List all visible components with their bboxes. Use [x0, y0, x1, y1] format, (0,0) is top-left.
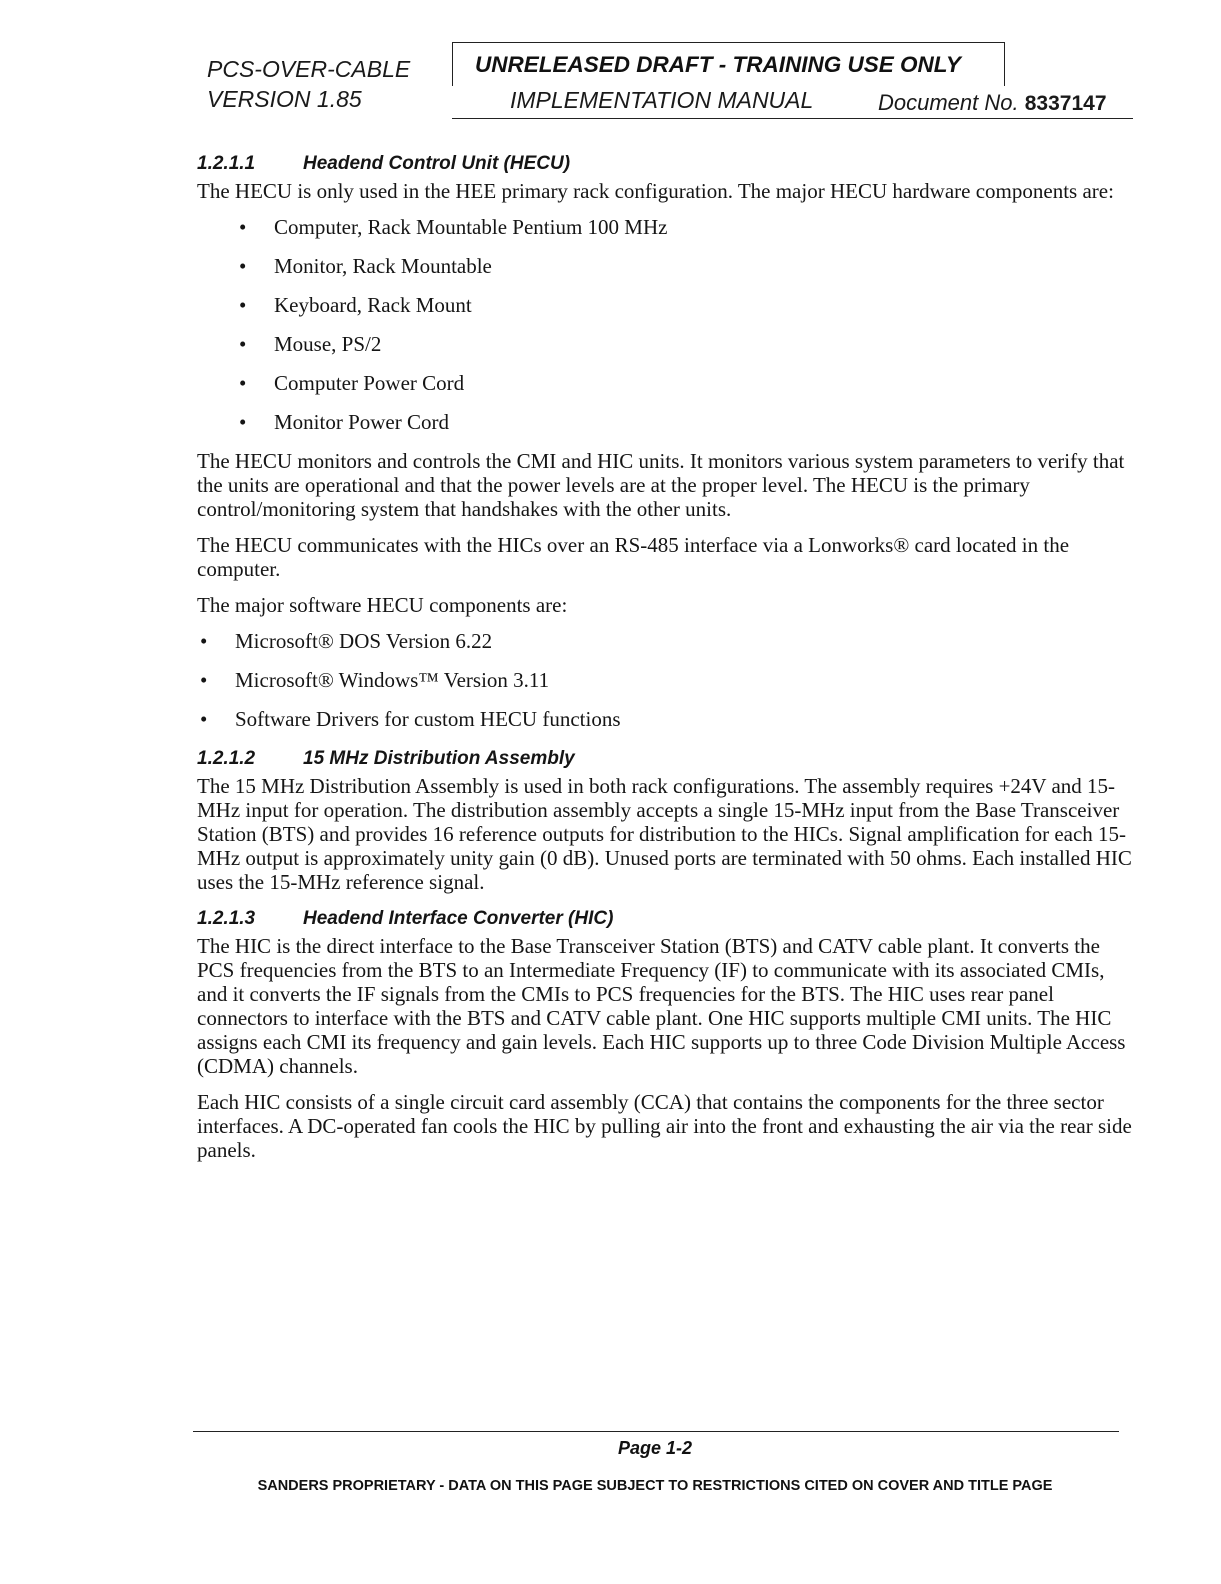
page-number: Page 1-2: [617, 1438, 693, 1458]
page-body: [197, 145, 1137, 1174]
manual-title: IMPLEMENTATION MANUAL: [510, 87, 814, 113]
section-heading-hic: [197, 906, 1137, 932]
header-rule: [452, 118, 1133, 119]
document-number: [878, 88, 1107, 119]
hardware-list: [197, 215, 1137, 434]
section-title: Headend Control Unit (HECU): [303, 153, 571, 174]
document-number-value: 8337147: [1024, 92, 1107, 115]
paragraph: The HECU communicates with the HICs over an RS-485 interface via a Lonworks® card located in the computer.: [197, 533, 1070, 581]
version-label: VERSION 1.85: [207, 86, 362, 112]
section-title: Headend Interface Converter (HIC): [303, 908, 614, 929]
section-number: 1.2.1.2: [197, 748, 256, 769]
section-number: 1.2.1.1: [197, 153, 256, 174]
list-item: • Keyboard, Rack Mount: [197, 293, 1137, 317]
list-item: • Computer Power Cord: [197, 371, 1137, 395]
section-number: 1.2.1.3: [197, 908, 256, 929]
section-heading-hecu: [197, 151, 1137, 177]
list-item: • Microsoft® DOS Version 6.22: [197, 629, 1137, 653]
section-heading-distribution: [197, 746, 1137, 772]
proprietary-notice: SANDERS PROPRIETARY - DATA ON THIS PAGE SUBJECT TO RESTRICTIONS CITED ON COVER AND TITLE PAGE: [257, 1478, 1053, 1494]
header-left: [207, 54, 410, 114]
software-list: [197, 629, 1137, 731]
list-item: • Mouse, PS/2: [197, 332, 1137, 356]
section-title: 15 MHz Distribution Assembly: [303, 748, 575, 769]
list-item: • Computer, Rack Mountable Pentium 100 MHz: [197, 215, 1137, 239]
paragraph: The HECU monitors and controls the CMI and HIC units. It monitors various system parameters to verify that the units are operational and that the power levels are at the proper level. The HECU is the primary control/monitoring system that handshakes with the other units.: [197, 449, 1125, 521]
paragraph: The HIC is the direct interface to the Base Transceiver Station (BTS) and CATV cable plant. It converts the PCS frequencies from the BTS to an Intermediate Frequency (IF) to communicate with its associated CMIs, and it converts the IF signals from the CMIs to PCS frequencies for the BTS. The HIC uses rear panel connectors to interface with the BTS and CATV cable plant. One HIC supports multiple CMI units. The HIC assigns each CMI its frequency and gain levels. Each HIC supports up to three Code Division Multiple Access (CDMA) channels.: [197, 934, 1126, 1078]
list-item: • Software Drivers for custom HECU functions: [197, 707, 1137, 731]
paragraph: The major software HECU components are:: [197, 593, 568, 617]
list-item: • Monitor Power Cord: [197, 410, 1137, 434]
list-item: • Microsoft® Windows™ Version 3.11: [197, 668, 1137, 692]
paragraph: The HECU is only used in the HEE primary rack configuration. The major HECU hardware components are:: [197, 179, 1114, 203]
document-label: Document No.: [878, 90, 1019, 115]
paragraph: Each HIC consists of a single circuit card assembly (CCA) that contains the components for the three sector interfaces. A DC-operated fan cools the HIC by pulling air into the front and exhausting the air via the rear side panels.: [197, 1090, 1132, 1162]
draft-notice: UNRELEASED DRAFT - TRAINING USE ONLY: [475, 52, 961, 77]
paragraph: The 15 MHz Distribution Assembly is used in both rack configurations. The assembly requires +24V and 15-MHz input for operation. The distribution assembly accepts a single 15-MHz input from the Base Transceiver Station (BTS) and provides 16 reference outputs for distribution to the HICs. Signal amplification for each 15-MHz output is approximately unity gain (0 dB). Unused ports are terminated with 50 ohms. Each installed HIC uses the 15-MHz reference signal.: [197, 774, 1132, 894]
list-item: • Monitor, Rack Mountable: [197, 254, 1137, 278]
product-name: PCS-OVER-CABLE: [207, 56, 411, 82]
footer-rule: [193, 1431, 1119, 1432]
